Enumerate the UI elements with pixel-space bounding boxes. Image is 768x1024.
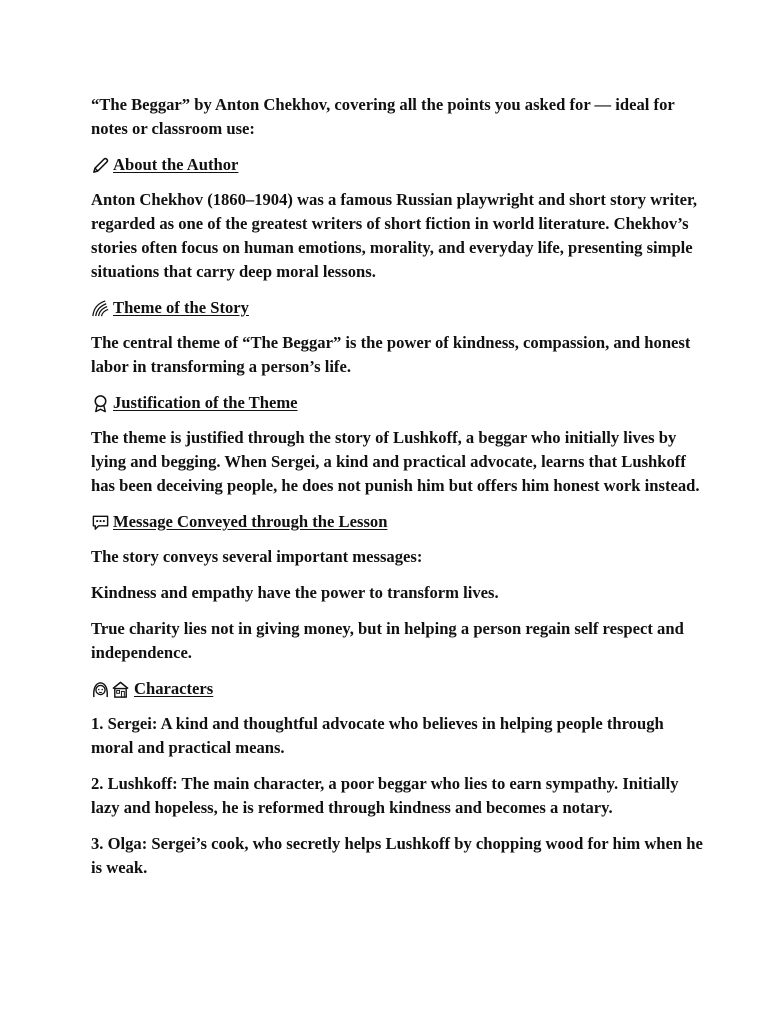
section-heading-characters bbox=[91, 677, 708, 701]
message-intro: The story conveys several important messages: bbox=[91, 547, 423, 566]
section-heading-label: Theme of the Story bbox=[113, 298, 249, 317]
pencil-icon bbox=[91, 156, 110, 175]
justification-paragraph: The theme is justified through the story of Lushkoff, a beggar who initially lives by lying and begging. When Sergei, a kind and practical advocate, learns that Lushkoff has been deceiving people, he does not punish him but offers him honest work instead. bbox=[91, 428, 700, 495]
theme-paragraph: The central theme of “The Beggar” is the power of kindness, compassion, and honest labor in transforming a person’s life. bbox=[91, 333, 691, 376]
character-item: 1. Sergei: A kind and thoughtful advocate who believes in helping people through moral and practical means. bbox=[91, 714, 664, 757]
woman-face-icon bbox=[91, 680, 110, 699]
section-heading-label: Message Conveyed through the Lesson bbox=[113, 512, 388, 531]
character-item: 2. Lushkoff: The main character, a poor beggar who lies to earn sympathy. Initially lazy and hopeless, he is reformed through kindness and becomes a notary. bbox=[91, 774, 679, 817]
section-heading-label: About the Author bbox=[113, 155, 239, 174]
section-heading-author bbox=[91, 153, 708, 177]
house-icon bbox=[111, 680, 130, 699]
character-item: 3. Olga: Sergei’s cook, who secretly helps Lushkoff by chopping wood for him when he is weak. bbox=[91, 834, 703, 877]
author-paragraph: Anton Chekhov (1860–1904) was a famous Russian playwright and short story writer, regarded as one of the greatest writers of short fiction in world literature. Chekhov’s stories often focus on human emotions, morality, and everyday life, presenting simple situations that carry deep moral lessons. bbox=[91, 190, 698, 281]
rainbow-icon bbox=[91, 299, 110, 318]
section-heading-label: Characters bbox=[134, 679, 214, 698]
message-point: True charity lies not in giving money, but in helping a person regain self respect and independence. bbox=[91, 619, 684, 662]
message-point: Kindness and empathy have the power to transform lives. bbox=[91, 583, 499, 602]
section-heading-justification bbox=[91, 391, 708, 415]
section-heading-label: Justification of the Theme bbox=[113, 393, 298, 412]
intro-text: “The Beggar” by Anton Chekhov, covering all the points you asked for — ideal for notes or classroom use: bbox=[91, 95, 675, 138]
section-heading-theme bbox=[91, 296, 708, 320]
section-heading-message bbox=[91, 510, 708, 534]
ribbon-award-icon bbox=[91, 394, 110, 413]
speech-bubble-icon bbox=[91, 513, 110, 532]
